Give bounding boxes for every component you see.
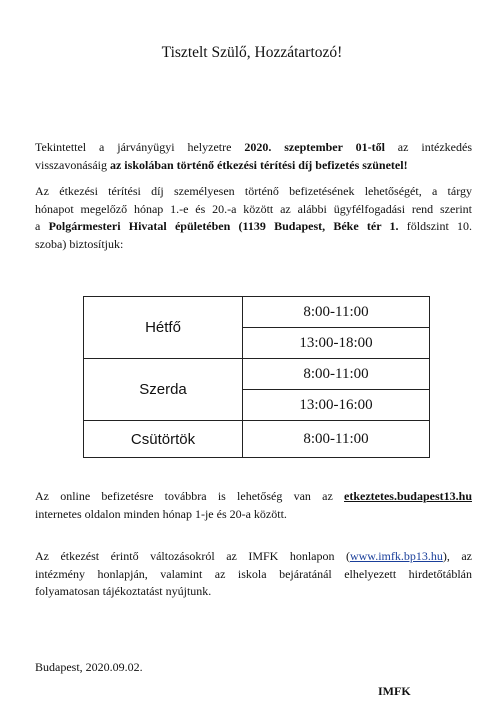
text-run: Tekintettel a járványügyi helyzetre [35,140,245,154]
date-emphasis: 2020. szeptember 01-től [244,140,385,154]
day-cell: Csütörtök [84,421,243,458]
date-line: Budapest, 2020.09.02. [35,660,143,674]
imfk-website-link[interactable]: www.imfk.bp13.hu [349,549,443,563]
day-cell: Szerda [84,359,243,421]
paragraph-line [35,488,472,506]
day-cell: Hétfő [84,297,243,359]
paragraph-line [35,218,472,236]
text-run: a [35,219,49,233]
text-run: visszavonásáig [35,157,110,172]
paragraph-line: szoba) biztosítjuk: [35,236,124,251]
time-cell: 8:00-11:00 [243,421,430,458]
table-row [84,421,430,458]
text-run: ), az [442,549,472,563]
page-title: Tisztelt Szülő, Hozzátartozó! [161,44,343,61]
office-hours-table [83,296,430,458]
paragraph-information [35,548,472,601]
paragraph-line: internetes oldalon minden hónap 1-je és 20-a között. [35,506,287,521]
paragraph-in-person-payment [35,183,472,253]
time-cell: 8:00-11:00 [243,359,430,390]
time-cell: 13:00-18:00 [243,328,430,359]
paragraph-line: folyamatosan tájékoztatást nyújtunk. [35,584,212,598]
paragraph-payment-suspended [35,139,472,174]
paragraph-line [35,139,472,157]
paragraph-line [35,548,472,566]
paragraph-line: Az étkezési térítési díj személyesen történő befizetésének lehetőségét, a tárgy [35,184,472,198]
table-row [84,359,430,390]
time-cell: 8:00-11:00 [243,297,430,328]
paragraph-line: hónapot megelőző hónap 1.-e és 20.-a között az alábbi ügyfélfogadási rend szerint [35,201,472,216]
signature: IMFK [378,684,411,698]
text-run: földszint 10. [398,219,473,233]
time-cell: 13:00-16:00 [243,390,430,421]
text-run: Az étkezést érintő változásokról az IMFK honlapon ( [35,549,350,563]
table-row [84,297,430,328]
suspension-emphasis: az iskolában történő étkezési térítési díj befizetés szünetel! [109,157,408,172]
text-run: az intézkedés [384,140,472,154]
payment-site-link[interactable]: etkeztetes.budapest13.hu [344,489,472,503]
paragraph-line: intézmény honlapján, valamint az iskola bejáratánál elhelyezett hirdetőtáblán [35,566,472,581]
paragraph-online-payment [35,488,472,523]
paragraph-line [35,157,472,175]
text-run: Az online befizetésre továbbra is lehetőség van az [35,489,344,503]
office-address: Polgármesteri Hivatal épületében (1139 Budapest, Béke tér 1. [48,219,399,233]
